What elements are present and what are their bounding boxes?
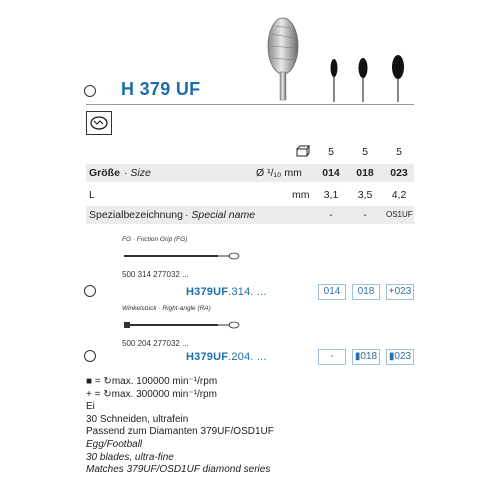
variant-select-radio[interactable]	[84, 285, 96, 297]
description-line: 30 blades, ultra-fine	[86, 451, 174, 463]
description-line: 30 Schneiden, ultrafein	[86, 413, 189, 425]
title-select-radio[interactable]	[84, 85, 96, 97]
special-value: OS1UF	[386, 210, 413, 219]
special-label-en-wrap: · Special name	[185, 209, 256, 221]
order-code-rest: .314. ...	[228, 286, 267, 298]
shank-type: Winkelstück · Right-angle (RA)	[122, 305, 211, 312]
length-label: L	[89, 189, 95, 201]
silhouette-023	[392, 55, 404, 102]
option-cell[interactable]: ▮018	[352, 349, 380, 365]
order-code	[186, 286, 267, 298]
speed-legend-value: 100000 min⁻¹/rpm	[136, 376, 218, 387]
pack-qty: 5	[362, 146, 368, 158]
size-label: Größe	[89, 167, 120, 179]
bur-photo	[268, 18, 298, 100]
size-value: 023	[390, 167, 408, 179]
speed-legend-row	[86, 389, 274, 402]
option-cell[interactable]: +023	[386, 284, 414, 300]
size-unit: Ø ¹/₁₀ mm	[256, 167, 302, 179]
size-value: 018	[356, 167, 374, 179]
description-line: Passend zum Diamanten 379UF/OSD1UF	[86, 426, 274, 438]
pack-row	[86, 143, 414, 161]
option-row	[318, 284, 414, 300]
speed-legend-symbol: ■ = ↻max.	[86, 376, 134, 387]
product-title: H 379 UF	[121, 79, 201, 99]
size-label-en: Size	[130, 167, 151, 179]
size-value: 014	[322, 167, 340, 179]
article-number: 500 204 277032 ...	[122, 339, 189, 348]
special-value: -	[329, 209, 333, 221]
silhouette-018	[359, 58, 368, 102]
pack-qty: 5	[396, 146, 402, 158]
bur-illustrations	[250, 14, 420, 104]
speed-legend-row	[86, 376, 274, 389]
special-row	[86, 206, 414, 224]
article-number: 500 314 277032 ...	[122, 270, 189, 279]
option-cell[interactable]: 018	[352, 284, 380, 300]
ra-bur-drawing	[122, 317, 242, 333]
silhouette-014	[331, 59, 338, 102]
option-cell[interactable]: 014	[318, 284, 346, 300]
option-row	[318, 349, 414, 365]
speed-legend-symbol: + = ↻max.	[86, 388, 134, 400]
description-line: Egg/Football	[86, 438, 143, 450]
length-value: 3,1	[323, 189, 339, 201]
material-icon	[86, 111, 112, 135]
option-cell[interactable]: -	[318, 349, 346, 365]
title-divider	[86, 104, 414, 105]
length-value: 4,2	[391, 189, 407, 201]
description-line: Matches 379UF/OSD1UF diamond series	[86, 464, 271, 476]
order-code-bold: H379UF	[186, 286, 229, 298]
package-icon	[296, 145, 310, 160]
legend-and-description	[86, 376, 274, 477]
special-value: -	[363, 209, 367, 221]
length-unit: mm	[292, 189, 310, 201]
shank-type: FG · Friction Grip (FG)	[122, 236, 188, 243]
order-code	[186, 351, 267, 363]
pack-qty: 5	[328, 146, 334, 158]
order-code-bold: H379UF	[186, 351, 229, 363]
order-code-rest: .204. ...	[228, 351, 267, 363]
fg-bur-drawing	[122, 248, 242, 264]
size-label-en-wrap: · Size	[124, 167, 151, 179]
size-row	[86, 164, 414, 182]
option-cell[interactable]: ▮023	[386, 349, 414, 365]
special-label: Spezialbezeichnung	[89, 209, 183, 221]
description-line: Ei	[86, 401, 95, 413]
speed-legend-value: 300000 min⁻¹/rpm	[136, 388, 217, 400]
length-value: 3,5	[357, 189, 373, 201]
special-label-en: Special name	[191, 209, 256, 221]
length-row	[86, 186, 414, 204]
variant-select-radio[interactable]	[84, 350, 96, 362]
